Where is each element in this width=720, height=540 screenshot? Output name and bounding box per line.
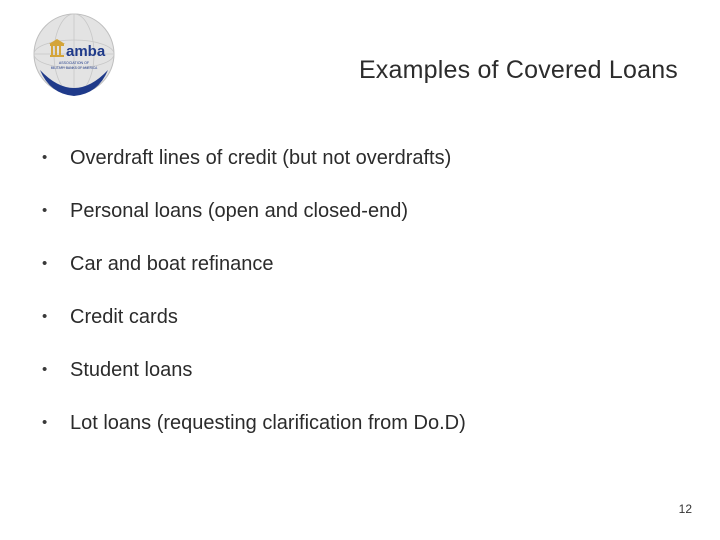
- bullet-item: [42, 145, 466, 198]
- bullet-item: [42, 357, 466, 410]
- amba-logo: [28, 10, 120, 102]
- bullet-text: Student loans: [70, 359, 193, 381]
- bullet-marker: •: [42, 361, 48, 378]
- bullet-item: [42, 198, 466, 251]
- bullet-text: Credit cards: [70, 306, 178, 328]
- bullet-item: [42, 251, 466, 304]
- bullet-text: Car and boat refinance: [70, 253, 274, 275]
- bullet-text: Personal loans (open and closed-end): [70, 200, 408, 222]
- bullet-marker: •: [42, 255, 48, 272]
- slide-title: Examples of Covered Loans: [358, 56, 678, 84]
- bullet-marker: •: [42, 202, 48, 219]
- bullet-item: [42, 410, 466, 463]
- logo-subtext-line1: ASSOCIATION OF: [58, 61, 90, 65]
- bullet-marker: •: [42, 149, 48, 166]
- logo-wordmark: amba: [66, 43, 106, 60]
- bullet-marker: •: [42, 308, 48, 325]
- bullet-item: [42, 304, 466, 357]
- page-number: 12: [678, 502, 692, 516]
- bullet-marker: •: [42, 414, 48, 431]
- bullet-text: Overdraft lines of credit (but not overdrafts): [70, 147, 452, 169]
- bullet-text: Lot loans (requesting clarification from Do.D): [70, 412, 466, 434]
- bullet-list: [42, 145, 466, 463]
- amba-logo-icon: [28, 10, 120, 102]
- logo-subtext-line2: MILITARY BANKS OF AMERICA: [50, 66, 98, 70]
